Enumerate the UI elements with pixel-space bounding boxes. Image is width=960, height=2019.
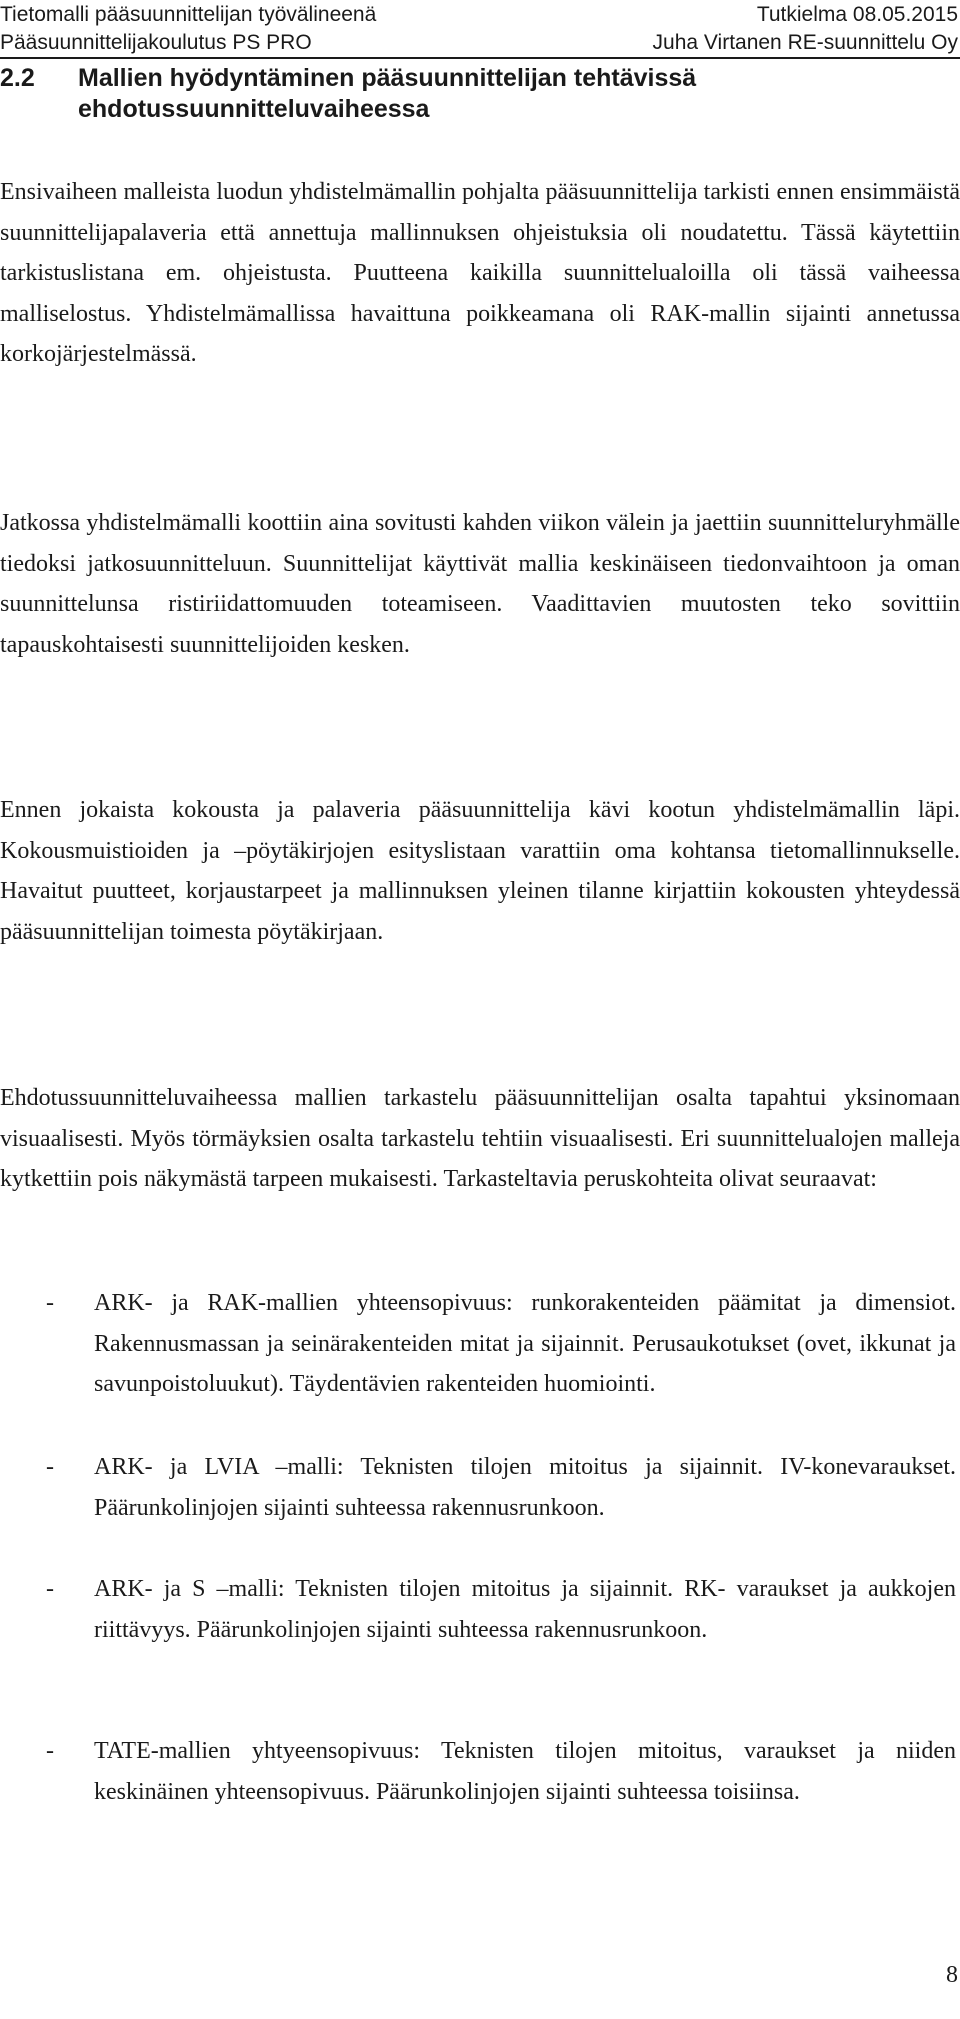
- list-marker: -: [46, 1576, 54, 1602]
- page-header: [0, 0, 960, 60]
- list-marker: -: [46, 1454, 54, 1480]
- section-title: Mallien hyödyntäminen pääsuunnittelijan tehtävissä ehdotussuunnitteluvaiheessa: [78, 64, 697, 123]
- list-marker: -: [46, 1738, 54, 1764]
- header-row-2: [0, 29, 960, 57]
- page-number: 8: [946, 1962, 958, 1988]
- paragraph-2: Jatkossa yhdistelmämalli koottiin aina sovitusti kahden viikon välein ja jaettiin suunnitteluryhmälle tiedoksi jatkosuunnitteluun. Suunnittelijat käyttivät mallia keskinäiseen tiedonvaihtoon ja oman suunnittelunsa ristiriidattomuuden toteamiseen. Vaadittavien muutosten teko sovittiin tapauskohtaisesti suunnittelijoiden kesken.: [0, 510, 960, 658]
- header-row-1: [0, 1, 960, 29]
- header-course-name: Pääsuunnittelijakoulutus PS PRO: [0, 31, 312, 54]
- list-item-text: TATE-mallien yhtyeensopivuus: Teknisten tilojen mitoitus, varaukset ja niiden keskinäinen yhteensopivuus. Päärunkolinjojen sijainti suhteessa toisiinsa.: [94, 1738, 956, 1805]
- header-divider: [0, 57, 960, 59]
- section-number: 2.2: [0, 64, 35, 92]
- paragraph-3: Ennen jokaista kokousta ja palaveria pääsuunnittelija kävi kootun yhdistelmämallin läpi. Kokousmuistioiden ja –pöytäkirjojen esityslistaan varattiin oma kohtansa tietomallinnukselle. Havaitut puutteet, korjaustarpeet ja mallinnuksen yleinen tilanne kirjattiin kokousten yhteydessä pääsuunnittelijan toimesta pöytäkirjaan.: [0, 797, 960, 945]
- paragraph-4: Ehdotussuunnitteluvaiheessa mallien tarkastelu pääsuunnittelijan osalta tapahtui yksinomaan visuaalisesti. Myös törmäyksien osalta tarkastelu tehtiin visuaalisesti. Eri suunnittelualojen malleja kytkettiin pois näkymästä tarpeen mukaisesti. Tarkasteltavia peruskohteita olivat seuraavat:: [0, 1085, 960, 1193]
- list-item-text: ARK- ja RAK-mallien yhteensopivuus: runkorakenteiden päämitat ja dimensiot. Rakennusmassan ja seinärakenteiden mitat ja sijainnit. Perusaukotukset (ovet, ikkunat ja savunpoistoluukut). Täydentävien rakenteiden huomiointi.: [94, 1290, 956, 1398]
- list-item-text: ARK- ja S –malli: Teknisten tilojen mitoitus ja sijainnit. RK- varaukset ja aukkojen riittävyys. Päärunkolinjojen sijainti suhteessa rakennusrunkoon.: [94, 1576, 956, 1643]
- header-document-title: Tietomalli pääsuunnittelijan työvälineenä: [0, 3, 377, 26]
- header-document-date: Tutkielma 08.05.2015: [756, 3, 958, 26]
- list-item-text: ARK- ja LVIA –malli: Teknisten tilojen mitoitus ja sijainnit. IV-konevaraukset. Päärunkolinjojen sijainti suhteessa rakennusrunkoon.: [94, 1454, 956, 1521]
- header-author: Juha Virtanen RE-suunnittelu Oy: [652, 31, 958, 54]
- list-marker: -: [46, 1290, 54, 1316]
- paragraph-1: Ensivaiheen malleista luodun yhdistelmämallin pohjalta pääsuunnittelija tarkisti ennen ensimmäistä suunnittelijapalaveria että annettuja mallinnuksen ohjeistuksia oli noudatettu. Tässä käytettiin tarkistuslistana em. ohjeistusta. Puutteena kaikilla suunnittelualoilla oli tässä vaiheessa malliselostus. Yhdistelmämallissa havaittuna poikkeamana oli RAK-mallin sijainti annetussa korkojärjestelmässä.: [0, 179, 960, 368]
